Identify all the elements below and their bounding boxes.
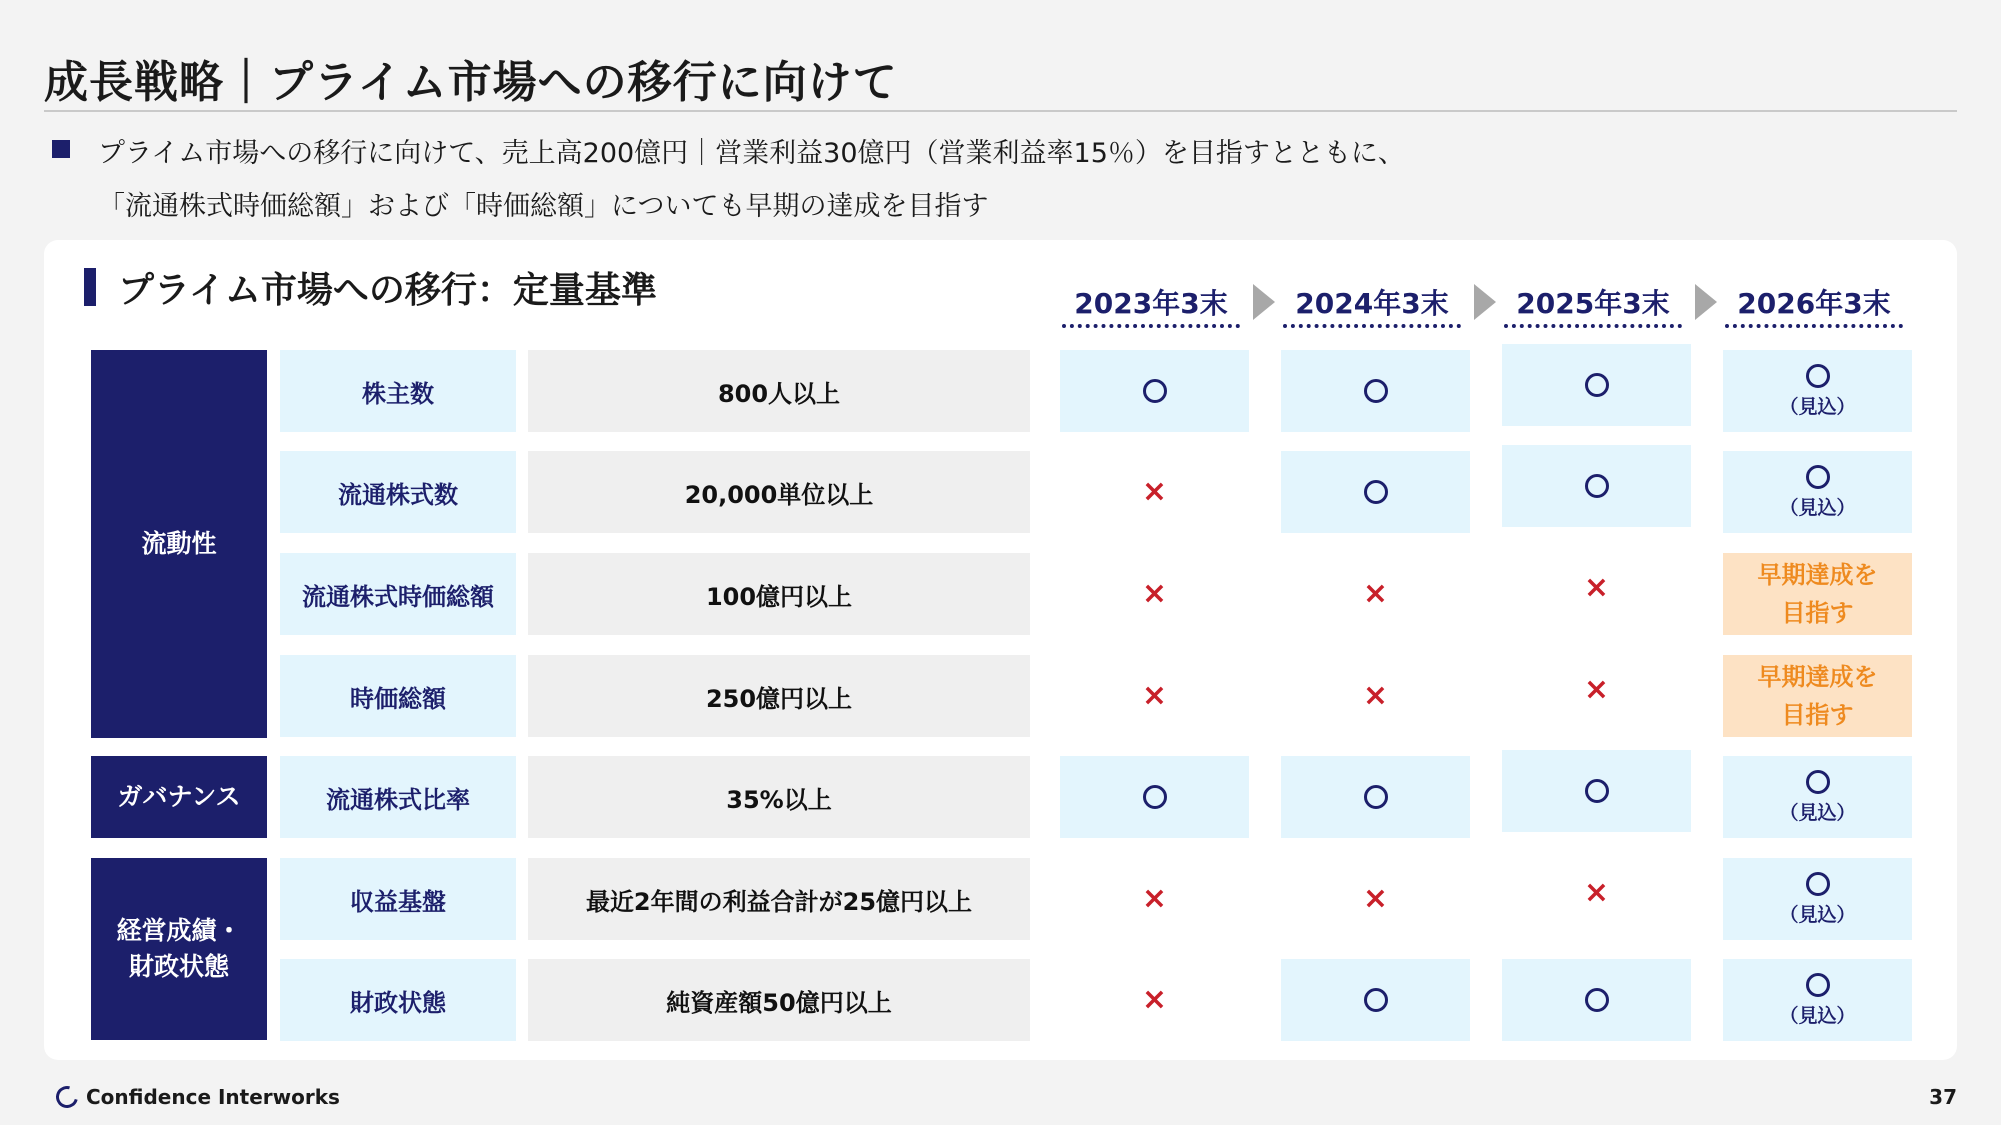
circle-mark-icon: [1364, 988, 1388, 1012]
criterion-threshold: 最近2年間の利益合計が25億円以上: [528, 858, 1030, 940]
bullet-square-icon: [52, 140, 70, 158]
status-not-met: [1060, 553, 1249, 635]
section-marker: [84, 268, 96, 306]
year-underline: [1283, 324, 1461, 328]
circle-mark-icon: [1143, 379, 1167, 403]
cross-mark-icon: ×: [1141, 982, 1168, 1017]
criterion-item: 収益基盤: [280, 858, 516, 940]
status-met: [1281, 350, 1470, 432]
criterion-item: 流通株式比率: [280, 756, 516, 838]
cross-mark-icon: ×: [1141, 881, 1168, 916]
year-header-2026: 2026年3末: [1737, 287, 1891, 320]
goal-label-line-1: 早期達成を: [1757, 560, 1878, 589]
category-performance: 経営成績・ 財政状態: [91, 858, 267, 1040]
circle-mark-icon: [1806, 872, 1830, 896]
status-not-met: [1281, 858, 1470, 940]
section-title: プライム市場への移行：定量基準: [118, 270, 657, 311]
criterion-threshold: 純資産額50億円以上: [528, 959, 1030, 1041]
status-not-met: [1060, 858, 1249, 940]
criterion-threshold: 20,000単位以上: [528, 451, 1030, 533]
circle-mark-icon: [1806, 465, 1830, 489]
circle-mark-icon: [1806, 973, 1830, 997]
criterion-item: 流通株式数: [280, 451, 516, 533]
goal-label-line-2: 目指す: [1781, 701, 1854, 729]
forecast-label: （見込）: [1779, 496, 1856, 519]
status-not-met: [1502, 547, 1691, 629]
forecast-label: （見込）: [1779, 801, 1856, 824]
year-header-2025: 2025年3末: [1516, 287, 1670, 320]
status-met: [1281, 451, 1470, 533]
cross-mark-icon: ×: [1362, 881, 1389, 916]
status-met: [1502, 959, 1691, 1041]
status-goal: [1723, 655, 1912, 737]
footer-brand: Confidence Interworks: [86, 1085, 340, 1109]
status-not-met: [1060, 959, 1249, 1041]
circle-mark-icon: [1364, 379, 1388, 403]
forecast-label: （見込）: [1779, 903, 1856, 926]
category-governance: ガバナンス: [91, 756, 267, 838]
goal-label-line-1: 早期達成を: [1757, 662, 1878, 691]
criterion-item: 財政状態: [280, 959, 516, 1041]
arrow-right-icon: [1695, 284, 1717, 320]
status-met: [1502, 750, 1691, 832]
cross-mark-icon: ×: [1362, 576, 1389, 611]
brand-logo-icon: [52, 1082, 82, 1112]
page-number: 37: [1929, 1085, 1957, 1109]
cross-mark-icon: ×: [1141, 576, 1168, 611]
status-met: [1502, 344, 1691, 426]
cross-mark-icon: ×: [1583, 875, 1610, 910]
circle-mark-icon: [1585, 373, 1609, 397]
criterion-item: 時価総額: [280, 655, 516, 737]
status-met: [1723, 959, 1912, 1041]
year-header-2023: 2023年3末: [1074, 287, 1228, 320]
criterion-item: 株主数: [280, 350, 516, 432]
circle-mark-icon: [1143, 785, 1167, 809]
arrow-right-icon: [1253, 284, 1275, 320]
page-title: 成長戦略｜プライム市場への移行に向けて: [44, 57, 898, 108]
status-met: [1723, 350, 1912, 432]
status-met: [1723, 858, 1912, 940]
criterion-threshold: 250億円以上: [528, 655, 1030, 737]
circle-mark-icon: [1806, 364, 1830, 388]
status-met: [1723, 756, 1912, 838]
status-goal: [1723, 553, 1912, 635]
status-met: [1723, 451, 1912, 533]
status-not-met: [1281, 655, 1470, 737]
forecast-label: （見込）: [1779, 395, 1856, 418]
circle-mark-icon: [1585, 988, 1609, 1012]
criterion-threshold: 100億円以上: [528, 553, 1030, 635]
criterion-item: 流通株式時価総額: [280, 553, 516, 635]
cross-mark-icon: ×: [1141, 678, 1168, 713]
status-met: [1281, 756, 1470, 838]
status-not-met: [1502, 649, 1691, 731]
criterion-threshold: 800人以上: [528, 350, 1030, 432]
cross-mark-icon: ×: [1583, 672, 1610, 707]
lead-text-line-1: プライム市場への移行に向けて、売上高200億円｜営業利益30億円（営業利益率15％）を目指すとともに、: [98, 138, 1405, 169]
criterion-threshold: 35%以上: [528, 756, 1030, 838]
circle-mark-icon: [1364, 785, 1388, 809]
category-liquidity: 流動性: [91, 350, 267, 738]
circle-mark-icon: [1806, 770, 1830, 794]
year-underline: [1504, 324, 1682, 328]
circle-mark-icon: [1585, 474, 1609, 498]
status-met: [1281, 959, 1470, 1041]
status-not-met: [1060, 655, 1249, 737]
status-met: [1060, 756, 1249, 838]
year-header-2024: 2024年3末: [1295, 287, 1449, 320]
circle-mark-icon: [1364, 480, 1388, 504]
cross-mark-icon: ×: [1362, 678, 1389, 713]
goal-label-line-2: 目指す: [1781, 599, 1854, 627]
year-underline: [1725, 324, 1903, 328]
status-not-met: [1281, 553, 1470, 635]
year-underline: [1062, 324, 1240, 328]
title-divider: [44, 110, 1957, 112]
lead-text-line-2: 「流通株式時価総額」および「時価総額」についても早期の達成を目指す: [98, 191, 989, 222]
circle-mark-icon: [1585, 779, 1609, 803]
status-not-met: [1502, 852, 1691, 934]
forecast-label: （見込）: [1779, 1004, 1856, 1027]
status-not-met: [1060, 451, 1249, 533]
arrow-right-icon: [1474, 284, 1496, 320]
cross-mark-icon: ×: [1141, 474, 1168, 509]
status-met: [1502, 445, 1691, 527]
cross-mark-icon: ×: [1583, 570, 1610, 605]
status-met: [1060, 350, 1249, 432]
